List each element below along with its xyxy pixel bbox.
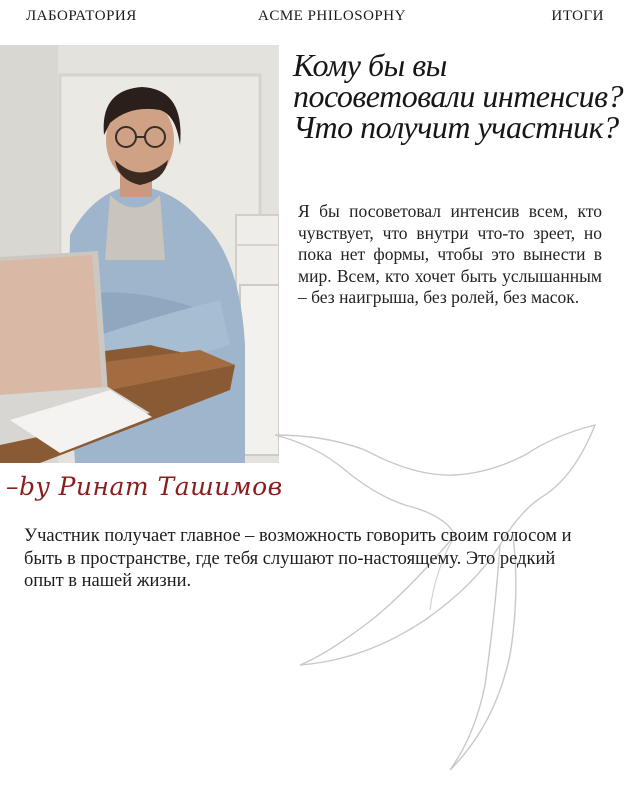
author-signature: –by Ринат Ташимов xyxy=(6,472,283,501)
portrait-illustration xyxy=(0,45,279,463)
interview-answer: Я бы посоветовал интенсив всем, кто чувствует, что внутри что-то зреет, но пока нет формы, чтобы это вынести в мир. Всем, кто хочет быть услышанным – без наигрыша, без ролей, без масок. xyxy=(298,201,602,308)
top-navigation xyxy=(0,8,640,30)
interview-question: Кому бы вы посоветовали интенсив? Что получит участник? xyxy=(293,47,623,145)
portrait-photo xyxy=(0,45,279,463)
nav-laboratory-link[interactable]: ЛАБОРАТОРИЯ xyxy=(26,8,137,24)
nav-results-link[interactable]: ИТОГИ xyxy=(551,8,604,24)
brand-title[interactable]: ACME PHILOSOPHY xyxy=(258,8,406,24)
participant-summary: Участник получает главное – возможность говорить своим голосом и быть в пространстве, где тебя слушают по-настоящему. Это редкий опыт в нашей жизни. xyxy=(24,526,572,591)
